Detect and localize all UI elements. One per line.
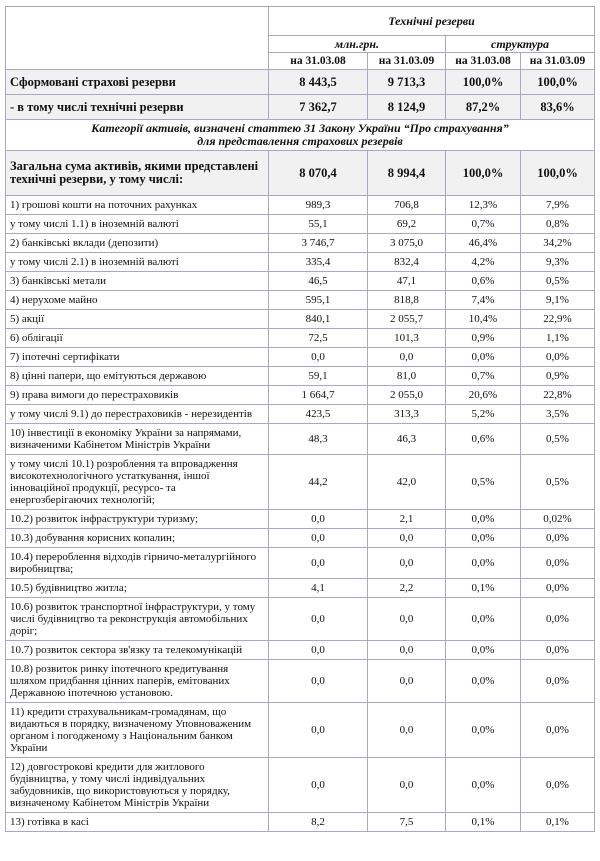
- value-cell: 0,6%: [446, 272, 521, 291]
- value-cell: 0,0%: [446, 510, 521, 529]
- technical-reserves-table: [5, 6, 595, 832]
- value-cell: 55,1: [269, 215, 368, 234]
- value-cell: 69,2: [368, 215, 446, 234]
- table-row: [6, 329, 595, 348]
- value-cell: 7,5: [368, 813, 446, 832]
- value-cell: 0,0%: [521, 348, 595, 367]
- row-label: 8) цінні папери, що емітуються державою: [6, 367, 269, 386]
- value-cell: 0,0: [269, 758, 368, 813]
- row-label: 10.6) розвиток транспортної інфраструктури, у тому числі будівництво та реконструкція автомобільних доріг;: [6, 598, 269, 641]
- table-row: [6, 548, 595, 579]
- value-cell: 46,4%: [446, 234, 521, 253]
- value-cell: 706,8: [368, 196, 446, 215]
- value-cell: 0,8%: [521, 215, 595, 234]
- value-cell: 100,0%: [521, 70, 595, 95]
- value-cell: 46,5: [269, 272, 368, 291]
- row-label: 10.3) добування корисних копалин;: [6, 529, 269, 548]
- value-cell: 8 443,5: [269, 70, 368, 95]
- value-cell: 0,5%: [446, 455, 521, 510]
- table-row: [6, 813, 595, 832]
- caption-line: Категорії активів, визначені статтею 31 Закону України “Про страхування”: [91, 121, 509, 135]
- date-header: на 31.03.08: [446, 53, 521, 70]
- value-cell: 22,9%: [521, 310, 595, 329]
- value-cell: 0,9%: [521, 367, 595, 386]
- value-cell: 0,02%: [521, 510, 595, 529]
- value-cell: 0,7%: [446, 367, 521, 386]
- value-cell: 22,8%: [521, 386, 595, 405]
- value-cell: 7,4%: [446, 291, 521, 310]
- row-label: 7) іпотечні сертифікати: [6, 348, 269, 367]
- value-cell: 59,1: [269, 367, 368, 386]
- value-cell: 8 994,4: [368, 151, 446, 196]
- table-row: [6, 405, 595, 424]
- value-cell: 100,0%: [446, 70, 521, 95]
- table-row: [6, 310, 595, 329]
- value-cell: 4,1: [269, 579, 368, 598]
- row-label: 1) грошові кошти на поточних рахунках: [6, 196, 269, 215]
- value-cell: 8,2: [269, 813, 368, 832]
- row-label: у тому числі 10.1) розроблення та впровадження високотехнологічного устаткування, іншої інноваційної продукції, ресурсо- та енергозберігаючих технологій;: [6, 455, 269, 510]
- summary-row: [6, 95, 595, 120]
- row-label: Сформовані страхові резерви: [6, 70, 269, 95]
- value-cell: 0,0: [368, 348, 446, 367]
- table-row: [6, 424, 595, 455]
- value-cell: 0,5%: [521, 424, 595, 455]
- value-cell: 0,0: [368, 703, 446, 758]
- value-cell: 0,5%: [521, 455, 595, 510]
- row-label: Загальна сума активів, якими представлені технічні резерви, у тому числі:: [6, 151, 269, 196]
- value-cell: 0,6%: [446, 424, 521, 455]
- row-label: 3) банківські метали: [6, 272, 269, 291]
- caption-line: для представлення страхових резервів: [197, 134, 403, 148]
- value-cell: 0,0%: [446, 703, 521, 758]
- table-row: [6, 253, 595, 272]
- value-cell: 0,1%: [521, 813, 595, 832]
- value-cell: 34,2%: [521, 234, 595, 253]
- value-cell: 0,0%: [521, 641, 595, 660]
- value-cell: 423,5: [269, 405, 368, 424]
- value-cell: 1,1%: [521, 329, 595, 348]
- value-cell: 0,1%: [446, 813, 521, 832]
- value-cell: 100,0%: [521, 151, 595, 196]
- value-cell: 48,3: [269, 424, 368, 455]
- row-label: 4) нерухоме майно: [6, 291, 269, 310]
- value-cell: 5,2%: [446, 405, 521, 424]
- value-cell: 3 746,7: [269, 234, 368, 253]
- total-row: [6, 151, 595, 196]
- unit-label: млн.грн.: [269, 36, 446, 53]
- categories-caption: [6, 120, 595, 151]
- value-cell: 83,6%: [521, 95, 595, 120]
- value-cell: 2 055,0: [368, 386, 446, 405]
- row-label: 6) облігації: [6, 329, 269, 348]
- value-cell: 3 075,0: [368, 234, 446, 253]
- table-row: [6, 272, 595, 291]
- value-cell: 87,2%: [446, 95, 521, 120]
- table-row: [6, 234, 595, 253]
- value-cell: 0,7%: [446, 215, 521, 234]
- value-cell: 0,0%: [521, 598, 595, 641]
- value-cell: 42,0: [368, 455, 446, 510]
- value-cell: 0,0%: [521, 548, 595, 579]
- value-cell: 7,9%: [521, 196, 595, 215]
- row-label: - в тому числі технічні резерви: [6, 95, 269, 120]
- header-blank-cell: [6, 7, 269, 70]
- value-cell: 0,0%: [521, 703, 595, 758]
- value-cell: 0,0: [368, 529, 446, 548]
- value-cell: 0,1%: [446, 579, 521, 598]
- table-row: [6, 510, 595, 529]
- value-cell: 832,4: [368, 253, 446, 272]
- value-cell: 0,0: [269, 348, 368, 367]
- value-cell: 100,0%: [446, 151, 521, 196]
- table-row: [6, 529, 595, 548]
- value-cell: 0,0%: [446, 529, 521, 548]
- value-cell: 1 664,7: [269, 386, 368, 405]
- value-cell: 0,0: [269, 510, 368, 529]
- table-row: [6, 348, 595, 367]
- table-row: [6, 758, 595, 813]
- value-cell: 20,6%: [446, 386, 521, 405]
- value-cell: 0,0: [368, 758, 446, 813]
- value-cell: 0,0%: [446, 758, 521, 813]
- date-header: на 31.03.08: [269, 53, 368, 70]
- table-row: [6, 579, 595, 598]
- value-cell: 0,0: [269, 598, 368, 641]
- value-cell: 0,0: [368, 598, 446, 641]
- row-label: у тому числі 1.1) в іноземній валюті: [6, 215, 269, 234]
- table-row: [6, 367, 595, 386]
- value-cell: 2,1: [368, 510, 446, 529]
- row-label: у тому числі 2.1) в іноземній валюті: [6, 253, 269, 272]
- summary-row: [6, 70, 595, 95]
- table-row: [6, 641, 595, 660]
- value-cell: 81,0: [368, 367, 446, 386]
- value-cell: 46,3: [368, 424, 446, 455]
- value-cell: 3,5%: [521, 405, 595, 424]
- value-cell: 12,3%: [446, 196, 521, 215]
- value-cell: 0,0%: [446, 348, 521, 367]
- value-cell: 313,3: [368, 405, 446, 424]
- value-cell: 47,1: [368, 272, 446, 291]
- row-label: 11) кредити страхувальникам-громадянам, що видаються в порядку, визначеному Уповноваженим органом і погодженому з Національним банком України: [6, 703, 269, 758]
- table-row: [6, 455, 595, 510]
- row-label: 10) інвестиції в економіку України за напрямами, визначеними Кабінетом Міністрів України: [6, 424, 269, 455]
- value-cell: 8 070,4: [269, 151, 368, 196]
- table-row: [6, 703, 595, 758]
- row-label: 5) акції: [6, 310, 269, 329]
- value-cell: 0,0%: [446, 660, 521, 703]
- value-cell: 0,0: [368, 660, 446, 703]
- value-cell: 8 124,9: [368, 95, 446, 120]
- value-cell: 818,8: [368, 291, 446, 310]
- value-cell: 10,4%: [446, 310, 521, 329]
- row-label: 2) банківські вклади (депозити): [6, 234, 269, 253]
- table-row: [6, 598, 595, 641]
- value-cell: 4,2%: [446, 253, 521, 272]
- structure-label: структура: [446, 36, 595, 53]
- value-cell: 0,0%: [446, 548, 521, 579]
- value-cell: 2,2: [368, 579, 446, 598]
- row-label: 10.7) розвиток сектора зв'язку та телекомунікацій: [6, 641, 269, 660]
- value-cell: 72,5: [269, 329, 368, 348]
- row-label: 10.5) будівництво житла;: [6, 579, 269, 598]
- value-cell: 0,0%: [446, 641, 521, 660]
- date-header: на 31.03.09: [368, 53, 446, 70]
- table-row: [6, 660, 595, 703]
- table-row: [6, 215, 595, 234]
- value-cell: 0,9%: [446, 329, 521, 348]
- group-title: Технічні резерви: [269, 7, 595, 36]
- value-cell: 9 713,3: [368, 70, 446, 95]
- value-cell: 595,1: [269, 291, 368, 310]
- row-label: 12) довгострокові кредити для житлового будівництва, у тому числі індивідуальних забудовників, що використовуються у порядку, визначеному Кабінетом Міністрів України: [6, 758, 269, 813]
- value-cell: 335,4: [269, 253, 368, 272]
- value-cell: 0,0: [269, 529, 368, 548]
- table-row: [6, 196, 595, 215]
- value-cell: 0,5%: [521, 272, 595, 291]
- value-cell: 989,3: [269, 196, 368, 215]
- row-label: 10.2) розвиток інфраструктури туризму;: [6, 510, 269, 529]
- row-label: 13) готівка в касі: [6, 813, 269, 832]
- value-cell: 0,0: [368, 548, 446, 579]
- value-cell: 0,0: [269, 548, 368, 579]
- value-cell: 0,0%: [521, 758, 595, 813]
- value-cell: 0,0: [269, 641, 368, 660]
- value-cell: 9,1%: [521, 291, 595, 310]
- row-label: 10.4) перероблення відходів гірничо-металургійного виробництва;: [6, 548, 269, 579]
- value-cell: 0,0%: [521, 529, 595, 548]
- row-label: 10.8) розвиток ринку іпотечного кредитування шляхом придбання цінних паперів, емітованих Державною іпотечною установою.: [6, 660, 269, 703]
- row-label: у тому числі 9.1) до перестраховиків - нерезидентів: [6, 405, 269, 424]
- value-cell: 9,3%: [521, 253, 595, 272]
- value-cell: 0,0: [269, 703, 368, 758]
- value-cell: 2 055,7: [368, 310, 446, 329]
- value-cell: 0,0%: [521, 660, 595, 703]
- value-cell: 0,0%: [521, 579, 595, 598]
- row-label: 9) права вимоги до перестраховиків: [6, 386, 269, 405]
- value-cell: 0,0%: [446, 598, 521, 641]
- value-cell: 7 362,7: [269, 95, 368, 120]
- value-cell: 840,1: [269, 310, 368, 329]
- value-cell: 0,0: [269, 660, 368, 703]
- table-row: [6, 291, 595, 310]
- value-cell: 44,2: [269, 455, 368, 510]
- value-cell: 101,3: [368, 329, 446, 348]
- date-header: на 31.03.09: [521, 53, 595, 70]
- table-row: [6, 386, 595, 405]
- value-cell: 0,0: [368, 641, 446, 660]
